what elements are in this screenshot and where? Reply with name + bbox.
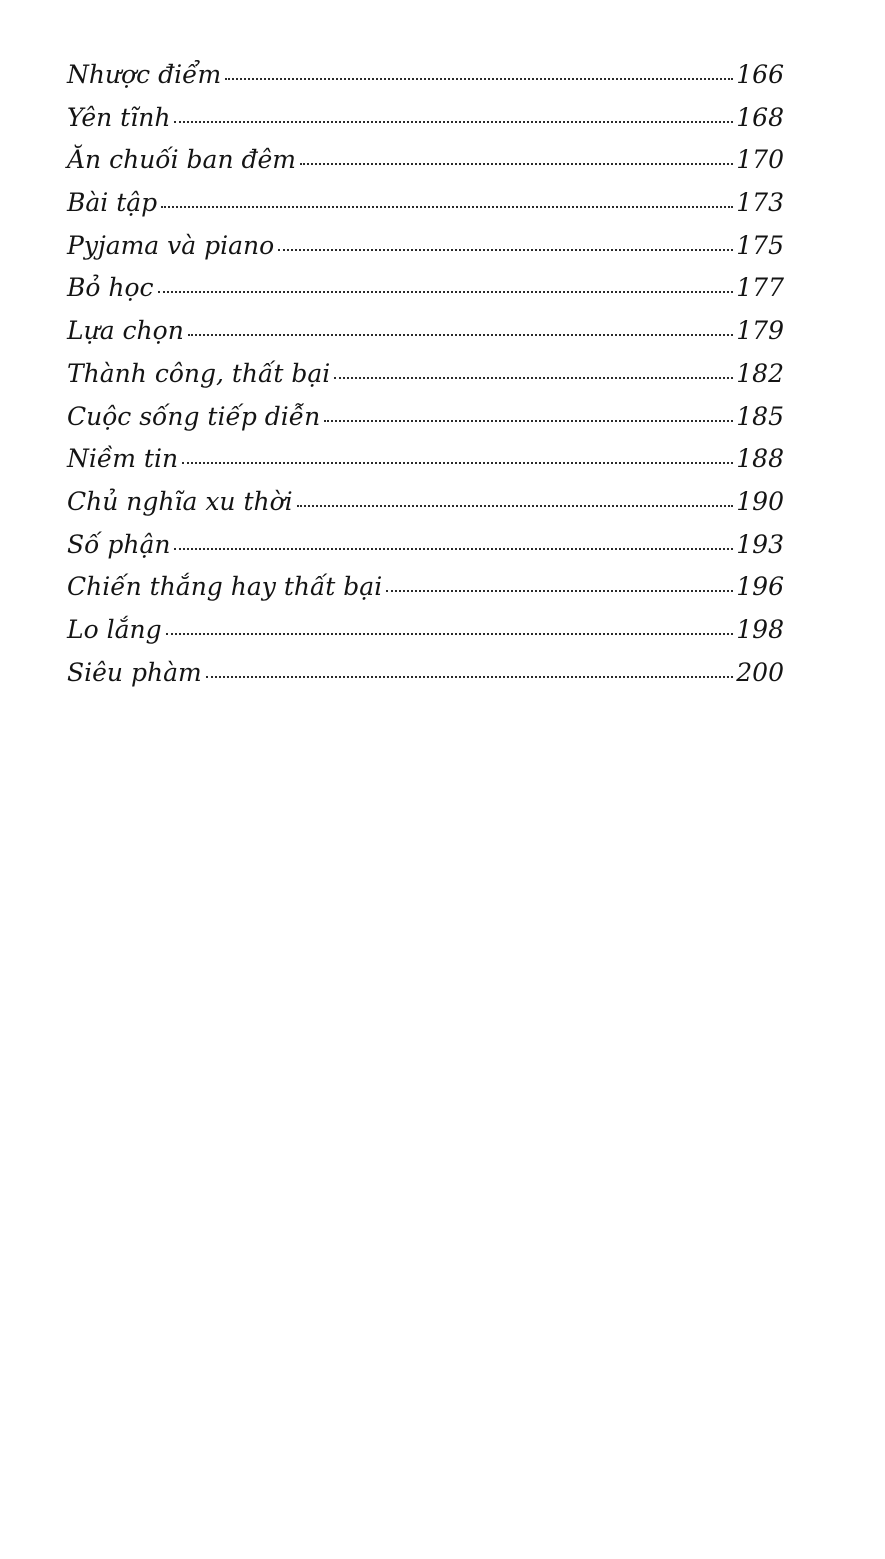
toc-entry — [67, 444, 784, 487]
dot-leader — [166, 633, 734, 635]
toc-entry-title: Yên tĩnh — [67, 102, 171, 132]
toc-entry-title: Thành công, thất bại — [67, 358, 331, 388]
toc-entry — [67, 402, 784, 445]
toc-entry-title: Chủ nghĩa xu thời — [67, 486, 293, 516]
toc-entry-page-number: 200 — [736, 657, 784, 687]
toc-entry-page-number: 182 — [736, 358, 784, 388]
dot-leader — [300, 163, 733, 165]
toc-entry — [67, 359, 784, 402]
toc-entry-page-number: 185 — [736, 401, 784, 431]
toc-entry — [67, 316, 784, 359]
dot-leader — [174, 121, 733, 123]
toc-entry — [67, 530, 784, 573]
toc-entry-title: Cuộc sống tiếp diễn — [67, 401, 321, 431]
toc-entry-title: Nhược điểm — [67, 60, 222, 89]
toc-entry-title: Pyjama và piano — [67, 230, 275, 260]
toc-entry-page-number: 190 — [736, 486, 784, 516]
toc-entry — [67, 658, 784, 701]
dot-leader — [324, 420, 733, 422]
toc-entry-page-number: 198 — [736, 614, 784, 644]
toc-entry-title: Bỏ học — [67, 273, 154, 303]
toc-entry-page-number: 170 — [736, 145, 784, 175]
toc-entry — [67, 145, 784, 188]
toc-entry-title: Niềm tin — [67, 444, 179, 474]
dot-leader — [278, 249, 733, 251]
toc-entry — [67, 572, 784, 615]
toc-entry-page-number: 196 — [736, 572, 784, 602]
toc-entry-page-number: 173 — [736, 188, 784, 218]
toc-entry — [67, 60, 784, 103]
toc-entry-title: Số phận — [67, 529, 171, 559]
dot-leader — [386, 590, 733, 592]
dot-leader — [182, 462, 733, 464]
toc-entry-title: Bài tập — [67, 188, 158, 218]
dot-leader — [334, 377, 733, 379]
dot-leader — [206, 676, 734, 678]
dot-leader — [158, 291, 734, 293]
toc-entry — [67, 231, 784, 274]
toc-entry — [67, 188, 784, 231]
toc-entry — [67, 487, 784, 530]
table-of-contents — [67, 60, 784, 700]
dot-leader — [174, 548, 733, 550]
dot-leader — [225, 78, 733, 80]
toc-entry-title: Siêu phàm — [67, 657, 202, 687]
toc-entry-title: Chiến thắng hay thất bại — [67, 572, 383, 602]
toc-entry-title: Lựa chọn — [67, 316, 184, 346]
toc-entry-page-number: 179 — [736, 316, 784, 346]
toc-entry-page-number: 188 — [736, 444, 784, 474]
toc-entry — [67, 273, 784, 316]
toc-entry-title: Ăn chuối ban đêm — [67, 145, 297, 175]
toc-entry — [67, 615, 784, 658]
toc-entry — [67, 103, 784, 146]
toc-entry-page-number: 177 — [736, 273, 784, 303]
dot-leader — [161, 206, 733, 208]
dot-leader — [297, 505, 734, 507]
toc-entry-page-number: 175 — [736, 230, 784, 260]
dot-leader — [188, 334, 733, 336]
toc-entry-title: Lo lắng — [67, 614, 162, 644]
toc-entry-page-number: 168 — [736, 102, 784, 132]
toc-entry-page-number: 166 — [736, 60, 784, 89]
toc-entry-page-number: 193 — [736, 529, 784, 559]
